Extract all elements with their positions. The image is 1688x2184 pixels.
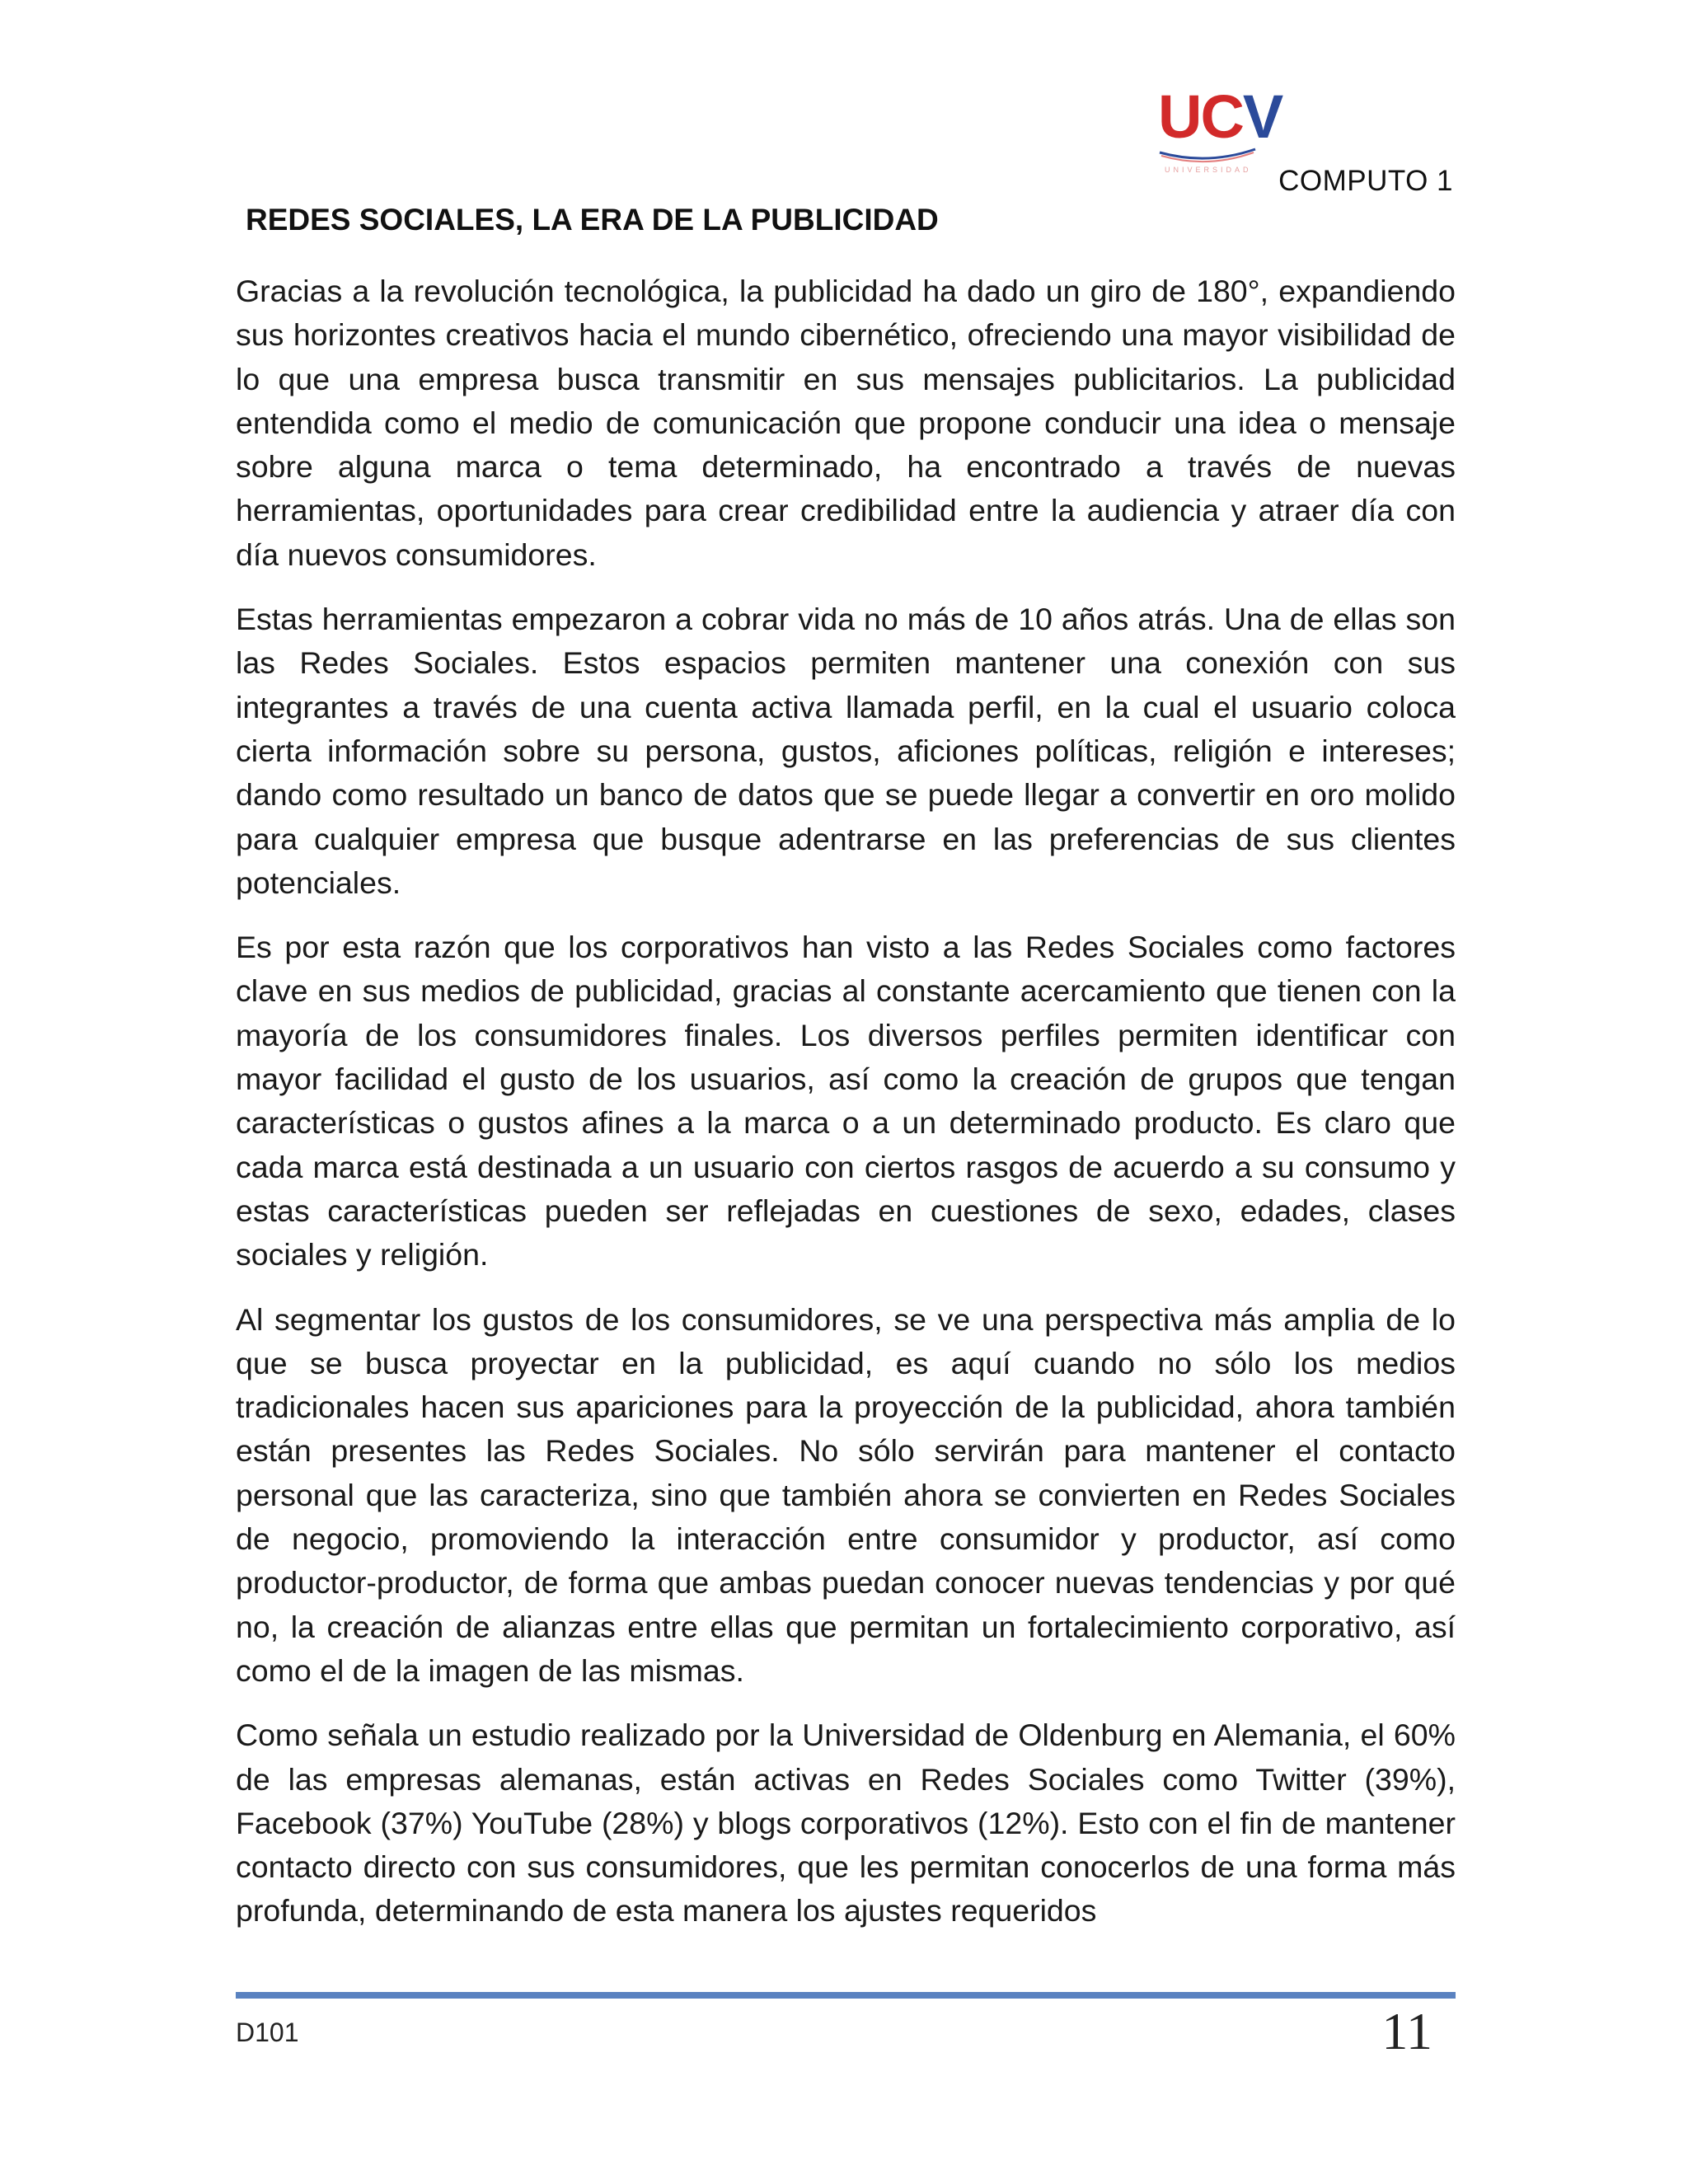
logo-wordmark: UCV xyxy=(1158,82,1282,151)
logo-subtext: UNIVERSIDAD xyxy=(1165,166,1252,174)
document-body xyxy=(236,269,1456,1954)
paragraph: Como señala un estudio realizado por la Universidad de Oldenburg en Alemania, el 60% de las empresas alemanas, están activas en Redes Sociales como Twitter (39%), Facebook (37%) YouTube (28%) y blogs corporativos (12%). Esto con el fin de mantener contacto directo con sus consumidores, que les permitan conocerlos de una forma más profunda, determinando de esta manera los ajustes requeridos xyxy=(236,1718,1456,1929)
footer-divider xyxy=(236,1992,1456,1999)
footer-code: D101 xyxy=(236,2018,299,2047)
ucv-logo xyxy=(1158,82,1282,177)
paragraph: Estas herramientas empezaron a cobrar vida no más de 10 años atrás. Una de ellas son las Redes Sociales. Estos espacios permiten mantener una conexión con sus integrantes a través de una cuenta activa llamada perfil, en la cual el usuario coloca cierta información sobre su persona, gustos, aficiones políticas, religión e intereses; dando como resultado un banco de datos que se puede llegar a convertir en oro molido para cualquier empresa que busque adentrarse en las preferencias de sus clientes potenciales. xyxy=(236,602,1456,900)
logo-swoosh-icon xyxy=(1158,144,1257,164)
paragraph: Gracias a la revolución tecnológica, la publicidad ha dado un giro de 180°, expandiendo sus horizontes creativos hacia el mundo cibernético, ofreciendo una mayor visibilidad de lo que una empresa busca transmitir en sus mensajes publicitarios. La publicidad entendida como el medio de comunicación que propone conducir una idea o mensaje sobre alguna marca o tema determinado, ha encontrado a través de nuevas herramientas, oportunidades para crear credibilidad entre la audiencia y atraer día con día nuevos consumidores. xyxy=(236,274,1456,572)
paragraph: Al segmentar los gustos de los consumidores, se ve una perspectiva más amplia de lo que se busca proyectar en la publicidad, es aquí cuando no sólo los medios tradicionales hacen sus apariciones para la proyección de la publicidad, ahora también están presentes las Redes Sociales. No sólo servirán para mantener el contacto personal que las caracteriza, sino que también ahora se convierten en Redes Sociales de negocio, promoviendo la interacción entre consumidor y productor, así como productor-productor, de forma que ambas puedan conocer nuevas tendencias y por qué no, la creación de alianzas entre ellas que permitan un fortalecimiento corporativo, así como el de la imagen de las mismas. xyxy=(236,1301,1456,1688)
course-label: COMPUTO 1 xyxy=(1278,165,1453,197)
page-number: 11 xyxy=(1381,2002,1432,2060)
document-title: REDES SOCIALES, LA ERA DE LA PUBLICIDAD xyxy=(246,203,939,237)
paragraph: Es por esta razón que los corporativos han visto a las Redes Sociales como factores clave en sus medios de publicidad, gracias al constante acercamiento que tienen con la mayoría de los consumidores finales. Los diversos perfiles permiten identificar con mayor facilidad el gusto de los usuarios, así como la creación de grupos que tengan características o gustos afines a la marca o a un determinado producto. Es claro que cada marca está destinada a un usuario con ciertos rasgos de acuerdo a su consumo y estas características pueden ser reflejadas en cuestiones de sexo, edades, clases sociales y religión. xyxy=(236,930,1456,1272)
